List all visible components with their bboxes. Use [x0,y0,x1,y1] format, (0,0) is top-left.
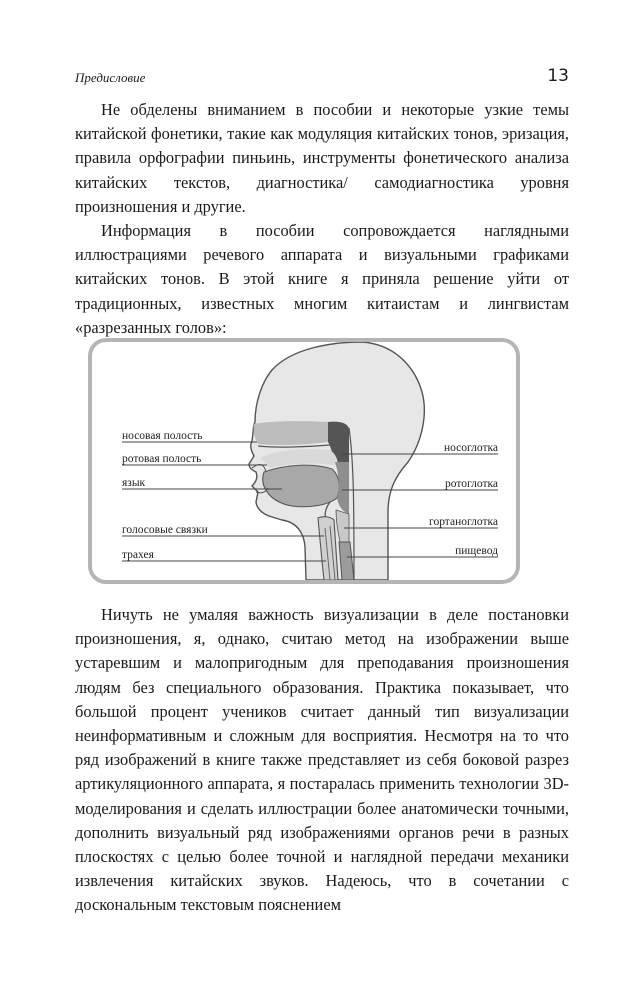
label-oropharynx: ротоглотка [445,478,498,490]
vocal-tract-illustration [92,342,516,580]
anatomy-figure [88,338,520,584]
nasal-cavity-region [254,421,328,445]
label-nasal-cavity: носовая полость [122,430,203,442]
label-trachea: трахея [122,549,154,561]
label-nasopharynx: носоглотка [443,442,498,454]
label-esophagus: пищевод [455,545,498,557]
page-number: 13 [547,66,569,86]
text-block-bottom [75,603,569,918]
text-block-top [75,98,569,340]
running-head: Предисловие [75,70,146,85]
paragraph: Не обделены вниманием в пособии и некоторые узкие темы китайской фонетики, такие как модуляция китайских тонов, эризация, правила орфографии пиньинь, инструменты фонетического анализа китайских текстов, диагностика/ самодиагностика уровня произношения и другие. [75,100,569,216]
label-oral-cavity: ротовая полость [122,453,202,465]
label-tongue: язык [122,477,146,489]
paragraph: Ничуть не умаляя важность визуализации в деле постановки произношения, я, однако, считаю метод на изображении выше устаревшим и малопригодным для преподавания произношения людям без специального образования. Практика показывает, что большой процент учеников считает данный тип визуализации неинформативным и сложным для восприятия. Несмотря на то что ряд изображений в книге также представляет из себя боковой разрез артикуляционного аппарата, я постаралась применить технологии 3D-моделирования и сделать иллюстрации более анатомически точными, дополнить визуальный ряд изображениями органов речи в разных плоскостях с целью более точной и наглядной передачи механики извлечения китайских звуков. Надеюсь, что в сочетании с доскональным текстовым пояснением [75,605,569,915]
label-vocal-cords: голосовые связки [122,524,208,536]
label-laryngopharynx: гортаноглотка [429,516,498,528]
paragraph: Информация в пособии сопровождается наглядными иллюстрациями речевого аппарата и визуальными графиками китайских тонов. В этой книге я приняла решение уйти от традиционных, известных многим китаистам и лингвистам «разрезанных голов»: [75,221,569,337]
